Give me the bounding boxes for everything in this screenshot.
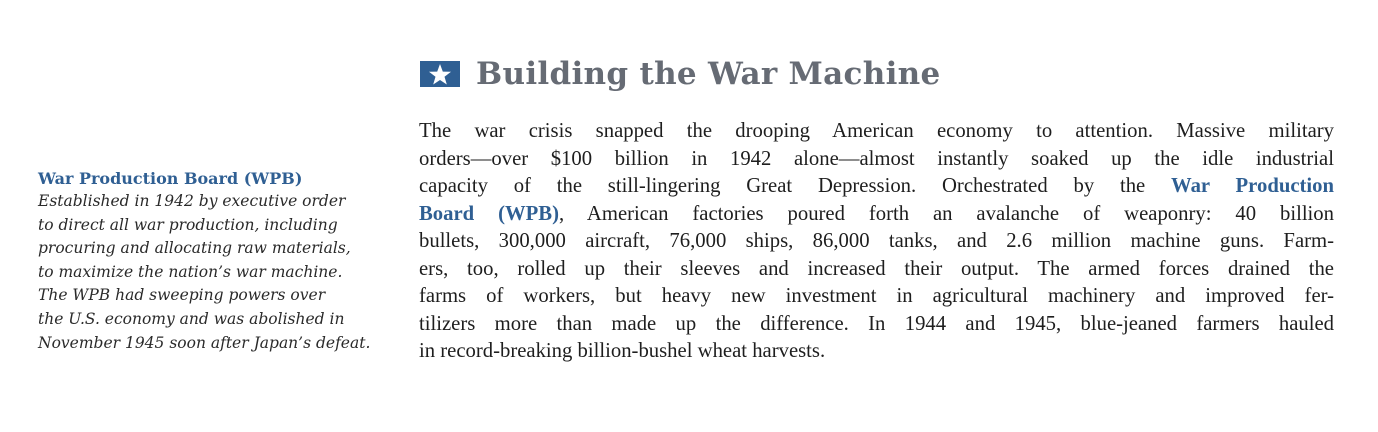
body-paragraph <box>419 118 1334 366</box>
paragraph-line: bullets, 300,000 aircraft, 76,000 ships, 86,000 tanks, and 2.6 million machine guns. Farm- <box>419 230 1334 252</box>
glossary-line: November 1945 soon after Japan’s defeat. <box>38 333 371 352</box>
paragraph-line: farms of workers, but heavy new investment in agricultural machinery and improved fer- <box>419 285 1334 307</box>
glossary-line: Established in 1942 by executive order <box>38 192 346 210</box>
key-term: War Production <box>1171 175 1334 197</box>
paragraph-line: The war crisis snapped the drooping American economy to attention. Massive military <box>419 120 1334 142</box>
glossary-line: procuring and allocating raw materials, <box>38 239 351 258</box>
glossary-line: the U.S. economy and was abolished in <box>38 309 345 328</box>
paragraph-line <box>419 173 1334 201</box>
sidebar-glossary <box>38 168 383 355</box>
glossary-term: War Production Board (WPB) <box>38 169 303 188</box>
paragraph-line: tilizers more than made up the difference. In 1944 and 1945, blue-jeaned farmers hauled <box>419 312 1334 335</box>
key-term: Board (WPB) <box>419 202 559 225</box>
paragraph-line <box>419 201 1334 229</box>
glossary-line: to maximize the nation’s war machine. <box>38 262 343 281</box>
glossary-line: to direct all war production, including <box>38 215 338 234</box>
paragraph-line: ers, too, rolled up their sleeves and increased their output. The armed forces drained the <box>419 257 1334 280</box>
star-icon <box>420 61 460 87</box>
paragraph-text: capacity of the still-lingering Great Depression. Orchestrated by the <box>419 175 1172 197</box>
paragraph-line: orders—over $100 billion in 1942 alone—almost instantly soaked up the idle industrial <box>419 147 1334 170</box>
glossary-line: The WPB had sweeping powers over <box>38 286 326 305</box>
section-title: Building the War Machine <box>476 56 941 92</box>
section-heading <box>420 56 941 92</box>
paragraph-line: in record-breaking billion-bushel wheat harvests. <box>419 340 826 362</box>
paragraph-text: , American factories poured forth an avalanche of weaponry: 40 billion <box>558 202 1334 225</box>
